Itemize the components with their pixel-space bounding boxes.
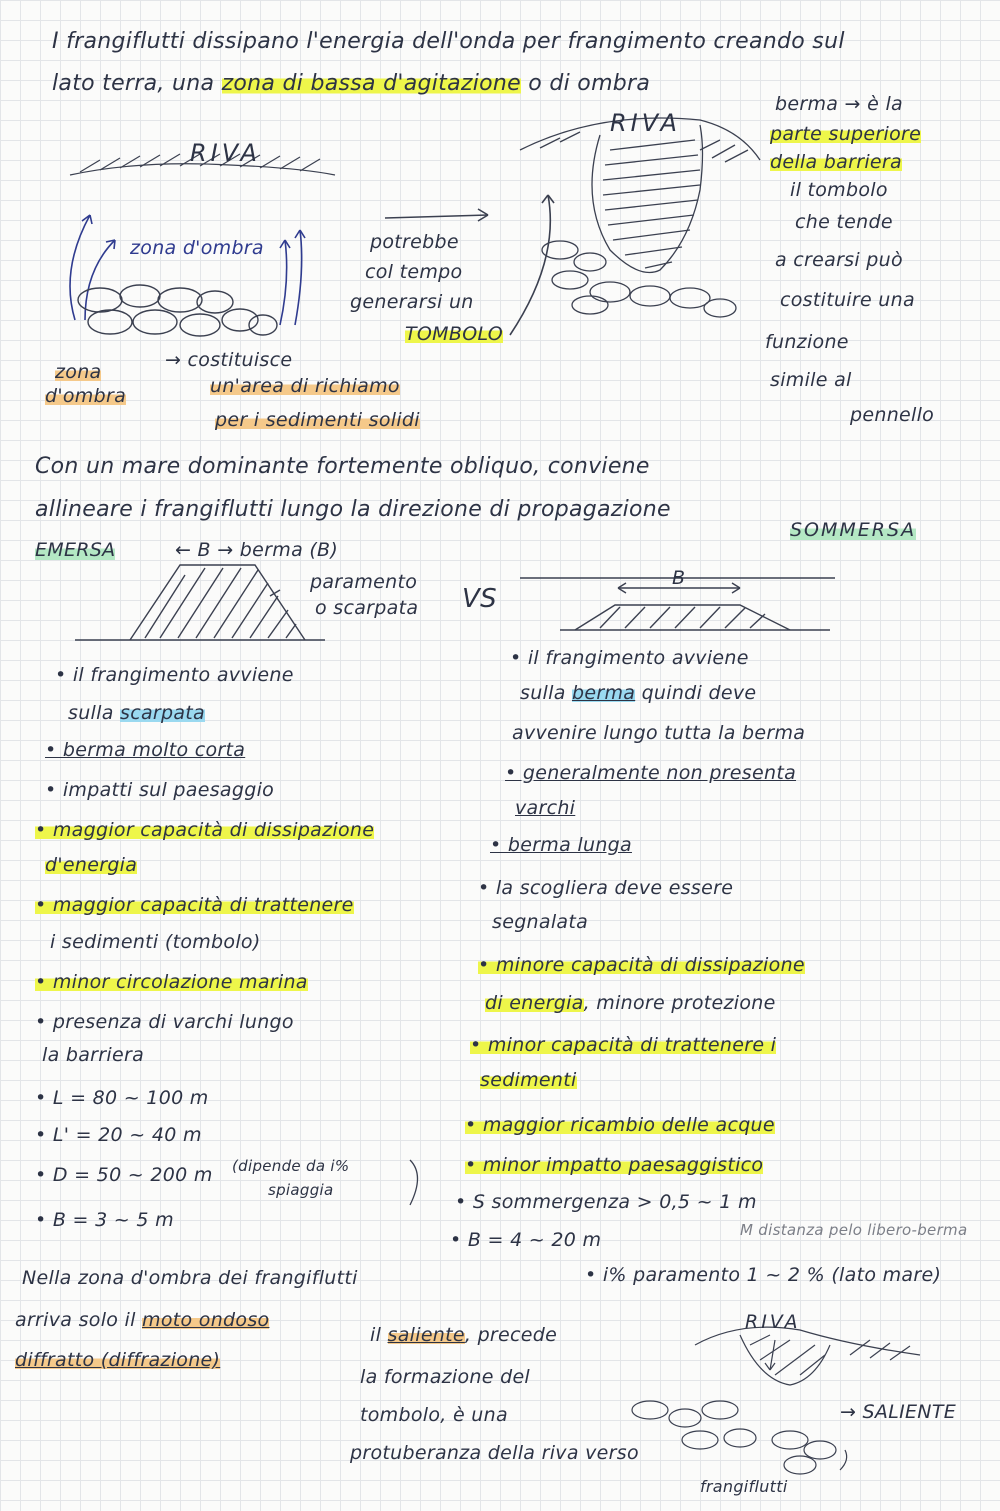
left-item-5: • maggior capacità di dissipazione	[35, 819, 375, 841]
potrebbe-1: potrebbe	[370, 231, 459, 253]
zona-ombra-line1: → costituisce	[165, 349, 293, 371]
para2-line1: Con un mare dominante fortemente obliquo, conviene	[35, 454, 650, 479]
right-item-14: sedimenti	[480, 1069, 577, 1091]
bracket-d	[410, 1160, 418, 1205]
right-item-20: • i% paramento 1 ~ 2 % (lato mare)	[585, 1264, 942, 1286]
right-item-5: • generalmente non presenta	[505, 762, 797, 784]
right-item-15: • maggior ricambio delle acque	[465, 1114, 775, 1136]
riva-left-label: RIVA	[190, 139, 261, 167]
right-item-1b: berma	[572, 682, 636, 704]
side-note-9: pennello	[850, 404, 935, 426]
right-item-4: avvenire lungo tutta la berma	[512, 722, 806, 744]
right-item-1	[520, 683, 756, 704]
side-note-6: costituire una	[780, 289, 915, 311]
side-note-3: il tombolo	[790, 179, 888, 201]
riva-right-label: RIVA	[610, 109, 681, 137]
intro-highlight: zona di bassa d'agitazione	[221, 71, 521, 96]
left-item-11: la barriera	[42, 1044, 145, 1066]
left-item-0: • il frangimento avviene	[55, 664, 294, 686]
bottom-left-line1: Nella zona d'ombra dei frangiflutti	[22, 1267, 358, 1289]
right-item-11b: , minore protezione	[583, 992, 776, 1014]
bottom-mid-1b: saliente	[387, 1324, 465, 1346]
side-note-7: funzione	[765, 331, 849, 353]
potrebbe-2: col tempo	[365, 261, 463, 283]
intro-line-2	[52, 72, 650, 96]
bottom-left-line2b: moto ondoso	[142, 1309, 270, 1331]
side-note-1: parte superiore	[770, 123, 922, 145]
right-item-7: • berma lunga	[490, 834, 632, 856]
bottom-mid-line2: la formazione del	[360, 1366, 531, 1388]
right-item-1c: quindi deve	[641, 682, 757, 704]
right-item-9: segnalata	[492, 911, 589, 933]
left-item-12: • L = 80 ~ 100 m	[35, 1087, 209, 1109]
zona-ombra-note-2: d'ombra	[45, 385, 127, 407]
bottom-mid-line4: protuberanza della riva verso	[350, 1442, 639, 1464]
left-item-17: • B = 3 ~ 5 m	[35, 1209, 174, 1231]
side-note-8: simile al	[770, 369, 852, 391]
sommersa-title: SOMMERSA	[790, 519, 917, 541]
para2-line2: allineare i frangiflutti lungo la direzione di propagazione	[35, 497, 671, 522]
right-item-16: • minor impatto paesaggistico	[465, 1154, 764, 1176]
side-note-0: berma → è la	[775, 93, 903, 115]
left-item-1a: sulla	[68, 702, 114, 724]
bottom-mid-line1	[370, 1325, 557, 1346]
right-item-0: • il frangimento avviene	[510, 647, 749, 669]
left-item-10: • presenza di varchi lungo	[35, 1011, 294, 1033]
right-item-17: • S sommergenza > 0,5 ~ 1 m	[455, 1191, 757, 1213]
zona-ombra-note-1: zona	[55, 361, 102, 383]
right-item-18: • B = 4 ~ 20 m	[450, 1229, 602, 1251]
right-item-8: • la scogliera deve essere	[478, 877, 734, 899]
bottom-left-line2	[15, 1310, 269, 1331]
right-item-10: • minore capacità di dissipazione	[478, 954, 805, 976]
side-note-4: che tende	[795, 211, 893, 233]
right-item-6: varchi	[515, 797, 576, 819]
left-item-1	[68, 703, 205, 724]
left-item-1b: scarpata	[120, 702, 205, 724]
left-item-16: spiaggia	[268, 1181, 334, 1199]
tombolo-label: TOMBOLO	[405, 323, 503, 345]
left-item-9: • minor circolazione marina	[35, 971, 308, 993]
emersa-title: EMERSA	[35, 539, 116, 561]
right-item-13: • minor capacità di trattenere i	[470, 1034, 777, 1056]
zona-ombra-diagram-label: zona d'ombra	[130, 237, 264, 259]
left-item-8: i sedimenti (tombolo)	[50, 931, 261, 953]
right-item-11	[485, 993, 776, 1014]
emersa-section	[75, 565, 325, 640]
rocks-left	[78, 285, 277, 336]
frangiflutti-label: frangiflutti	[700, 1477, 788, 1496]
emersa-b-label: ← B → berma (B)	[175, 539, 339, 561]
right-item-11a: di energia	[485, 992, 584, 1014]
zona-ombra-line2: un'area di richiamo	[210, 375, 400, 397]
right-item-19: M distanza pelo libero-berma	[740, 1221, 968, 1239]
left-item-14: • D = 50 ~ 200 m	[35, 1164, 213, 1186]
paramento-1: paramento	[310, 571, 418, 593]
left-item-3: • berma molto corta	[45, 739, 246, 761]
intro-line-2b: o di ombra	[528, 71, 651, 96]
riva-right-tombolo	[520, 118, 760, 273]
intro-line-1: I frangiflutti dissipano l'energia dell'onda per frangimento creando sul	[52, 29, 845, 54]
bottom-mid-1c: , precede	[464, 1324, 558, 1346]
bottom-mid-line3: tombolo, è una	[360, 1404, 508, 1426]
left-item-6: d'energia	[45, 854, 138, 876]
vs-label: VS	[462, 584, 497, 614]
saliente-label: → SALIENTE	[840, 1401, 957, 1423]
potrebbe-3: generarsi un	[350, 291, 474, 313]
paramento-2: o scarpata	[315, 597, 419, 619]
left-item-4: • impatti sul paesaggio	[45, 779, 275, 801]
intro-line-2a: lato terra, una	[52, 71, 215, 96]
bottom-mid-1a: il	[370, 1324, 382, 1346]
left-item-13: • L' = 20 ~ 40 m	[35, 1124, 202, 1146]
bottom-left-line2a: arriva solo il	[15, 1309, 136, 1331]
zona-ombra-line3: per i sedimenti solidi	[215, 409, 420, 431]
side-note-2: della barriera	[770, 151, 902, 173]
bottom-left-line3: diffratto (diffrazione)	[15, 1349, 221, 1371]
left-item-15: (dipende da i%	[232, 1157, 350, 1175]
sommersa-b-label: B	[672, 567, 686, 589]
side-note-5: a crearsi può	[775, 249, 903, 271]
right-item-1a: sulla	[520, 682, 566, 704]
bottom-riva-label: RIVA	[745, 1311, 801, 1333]
left-item-7: • maggior capacità di trattenere	[35, 894, 354, 916]
wave-arrows-left	[70, 215, 305, 325]
